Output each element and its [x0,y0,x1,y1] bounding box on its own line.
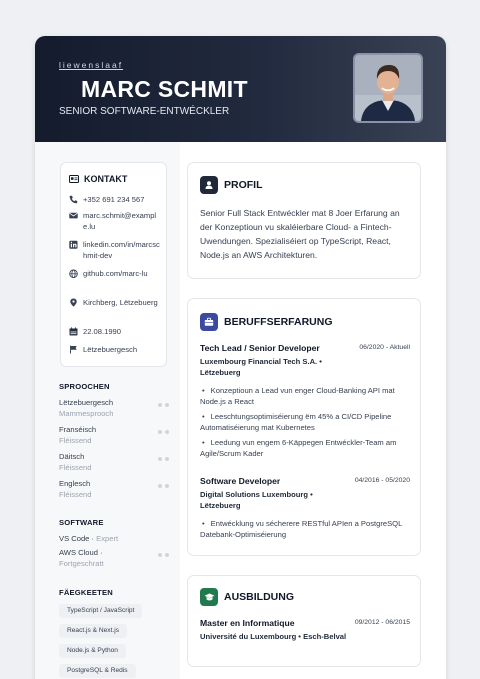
contact-linkedin[interactable] [69,240,161,261]
job-bullet: • Leeschtungsoptimiséierung ëm 45% a CI/CD Pipeline Automatiséierung mat Kubernetes [200,411,414,433]
degree-title: Master en Informatique [200,618,295,628]
language-name: Englesch [59,479,91,488]
id-card-icon [69,175,79,183]
location-text: Kirchberg, Lëtzebuerg [83,298,158,307]
skill-chip: PostgreSQL & Redis [59,664,136,678]
linkedin-text: linkedin.com/in/marcschmit-dev [83,240,160,260]
contact-github[interactable] [69,269,161,282]
education-panel [187,575,421,667]
skill-chip: Node.js & Python [59,644,126,658]
skill-chip: React.js & Next.js [59,624,127,638]
level-dots [158,457,169,461]
profile-photo [353,53,423,123]
software-level: Fortgeschratt [59,558,104,568]
job-bullet: • Entwécklung vu sécherere RESTful APIen a PostgreSQL Datebank-Optimiséierung [200,518,414,540]
contact-nationality [69,345,161,358]
github-text: github.com/marc-lu [83,269,148,278]
language-name: Däitsch [59,452,85,461]
language-level: Mammesprooch [59,408,114,418]
linkedin-icon [69,240,78,261]
language-name: Lëtzebuergesch [59,398,114,407]
profile-text: Senior Full Stack Entwéckler mat 8 Joer Erfarung an der Konzeptioun vu skaléierbare Cloud- a Fintech-Uwendungen. Spezialiséiert op TypeScript, React, Node.js an AWS Architekturen. [200,208,400,260]
person-role: SENIOR SOFTWARE-ENTWÉCKLER [59,106,230,117]
job-company: Digital Solutions Luxembourg • Lëtzebuerg [200,490,313,510]
email-icon [69,211,78,232]
nationality-text: Lëtzebuergesch [83,345,138,354]
person-icon [200,176,218,194]
location-pin-icon [69,298,78,311]
software-level: Expert [96,534,119,543]
skill-chip: TypeScript / JavaScript [59,604,142,618]
language-level: Fléissend [59,435,92,445]
software-item: AWS Cloud · Fortgeschratt [59,548,169,569]
contact-title-label: KONTAKT [84,174,128,184]
education-title-label: AUSBILDUNG [224,591,294,603]
level-dots [158,430,169,434]
profile-title [200,176,263,194]
language-level: Fléissend [59,489,92,499]
contact-box [60,162,167,367]
job-bullet: • Konzeptioun a Lead vun enger Cloud-Banking API mat Node.js a React [200,385,414,407]
contact-phone[interactable] [69,195,161,208]
job-title: Software Developer [200,476,281,486]
job-date: 06/2020 - Aktuell [359,344,410,351]
language-name: Franséisch [59,425,97,434]
experience-title-label: BERUFFSERFARUNG [224,316,333,328]
skills-title: FÄEGKEETEN [59,588,113,597]
language-level: Fléissend [59,462,92,472]
language-item [59,452,169,473]
profile-title-label: PROFIL [224,179,263,191]
birthdate-text: 22.08.1990 [83,327,122,336]
degree-date: 09/2012 - 06/2015 [354,619,410,626]
experience-title [200,313,333,331]
software-name: AWS Cloud [59,548,98,557]
languages-title: SPROOCHEN [59,382,110,391]
phone-text: +352 691 234 567 [83,195,145,204]
education-title [200,588,294,606]
level-dots [158,403,169,407]
profile-panel [187,162,421,279]
contact-location [69,298,161,311]
degree-school: Université du Luxembourg • Esch-Belval [200,632,347,641]
job-title: Tech Lead / Senior Developer [200,343,320,353]
contact-birthdate [69,327,161,340]
cv-tagline: liewenslaaf [59,60,124,70]
graduation-cap-icon [200,588,218,606]
briefcase-icon [200,313,218,331]
software-item: VS Code · Expert [59,534,119,543]
language-item [59,479,169,500]
contact-title [69,174,127,184]
software-title: SOFTWARE [59,518,104,527]
job-company: Luxembourg Financial Tech S.A. • Lëtzebuerg [200,357,322,377]
job-date: 04/2016 - 05/2020 [354,477,410,484]
person-portrait-icon [355,55,421,121]
experience-panel [187,298,421,556]
job-bullet: • Leedung vun engem 6-Käppegen Entwéckler-Team am Agile/Scrum Kader [200,437,414,459]
language-item [59,398,169,419]
language-item [59,425,169,446]
cv-header [35,36,446,142]
flag-icon [69,345,78,358]
phone-icon [69,195,78,208]
email-text: marc.schmit@example.lu [83,211,157,231]
software-name: VS Code [59,534,90,543]
contact-email[interactable] [69,211,161,232]
person-name: MARC SCHMIT [81,76,248,102]
level-dots [158,484,169,488]
globe-icon [69,269,78,282]
calendar-icon [69,327,78,340]
level-dots [158,553,169,557]
